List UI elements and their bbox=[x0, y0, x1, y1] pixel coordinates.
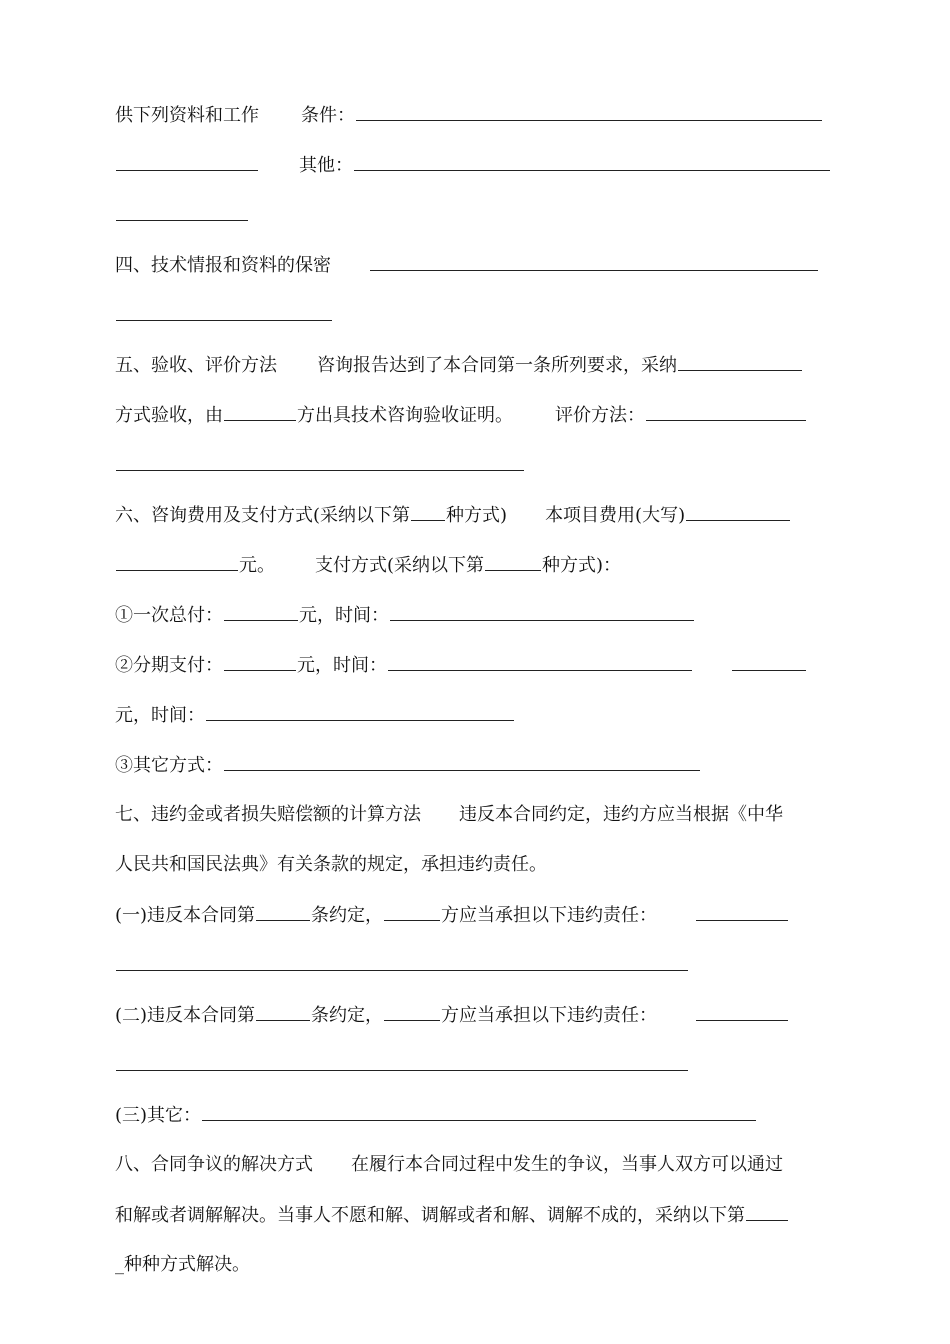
fill-blank[interactable] bbox=[116, 200, 248, 221]
text: 方出具技术咨询验收证明。 bbox=[297, 405, 513, 426]
fill-blank[interactable] bbox=[116, 450, 524, 471]
text: 条约定， bbox=[311, 1005, 384, 1026]
text: 五、验收、评价方法 bbox=[115, 355, 277, 376]
fill-blank[interactable] bbox=[256, 1000, 310, 1021]
text: 四、技术情报和资料的保密 bbox=[115, 255, 331, 276]
section-8-heading bbox=[115, 1150, 783, 1180]
section-4-heading bbox=[115, 250, 819, 280]
text: 评价方法： bbox=[555, 405, 645, 426]
text: ①一次总付： bbox=[115, 605, 223, 626]
line-blank bbox=[115, 1050, 689, 1080]
fill-blank[interactable] bbox=[384, 1000, 440, 1021]
fill-blank[interactable] bbox=[485, 550, 541, 571]
fill-blank[interactable] bbox=[370, 250, 818, 271]
text: ②分期支付： bbox=[115, 655, 223, 676]
fill-blank[interactable] bbox=[732, 650, 806, 671]
fill-blank[interactable] bbox=[116, 950, 688, 971]
text: _种种方式解决。 bbox=[115, 1254, 250, 1275]
fill-blank[interactable] bbox=[224, 600, 298, 621]
section-7-line-2 bbox=[115, 850, 547, 880]
fill-blank[interactable] bbox=[224, 400, 296, 421]
section-5-line-2 bbox=[115, 400, 807, 430]
section-8-line-2 bbox=[115, 1200, 789, 1230]
section-8-line-3 bbox=[115, 1250, 250, 1280]
fill-blank[interactable] bbox=[224, 650, 296, 671]
fill-blank[interactable] bbox=[116, 150, 258, 171]
text: 其他： bbox=[299, 155, 353, 176]
text: (二)违反本合同第 bbox=[115, 1005, 256, 1026]
fill-blank[interactable] bbox=[686, 500, 790, 521]
text: 八、合同争议的解决方式 bbox=[115, 1154, 313, 1175]
fill-blank[interactable] bbox=[390, 600, 694, 621]
line-blank bbox=[115, 200, 249, 230]
text: 本项目费用(大写) bbox=[545, 505, 686, 526]
fill-blank[interactable] bbox=[356, 100, 822, 121]
fill-blank[interactable] bbox=[116, 300, 332, 321]
fill-blank[interactable] bbox=[354, 150, 830, 171]
text: 条件： bbox=[301, 105, 355, 126]
fill-blank[interactable] bbox=[411, 500, 445, 521]
text: 在履行本合同过程中发生的争议，当事人双方可以通过 bbox=[351, 1154, 783, 1175]
breach-item-1 bbox=[115, 900, 789, 930]
fill-blank[interactable] bbox=[206, 700, 514, 721]
text: 种方式)： bbox=[542, 555, 622, 576]
fill-blank[interactable] bbox=[646, 400, 806, 421]
text: 违反本合同约定，违约方应当根据《中华 bbox=[459, 804, 783, 825]
fill-blank[interactable] bbox=[696, 900, 788, 921]
line-blank bbox=[115, 450, 525, 480]
text: 元，时间： bbox=[115, 705, 205, 726]
fill-blank[interactable] bbox=[116, 1050, 688, 1071]
fill-blank[interactable] bbox=[696, 1000, 788, 1021]
fill-blank[interactable] bbox=[116, 550, 238, 571]
section-6-line-2 bbox=[115, 550, 621, 580]
fill-blank[interactable] bbox=[256, 900, 310, 921]
breach-item-2 bbox=[115, 1000, 789, 1030]
text: 人民共和国民法典》有关条款的规定，承担违约责任。 bbox=[115, 854, 547, 875]
text: 供下列资料和工作 bbox=[115, 105, 259, 126]
line-materials-conditions bbox=[115, 100, 823, 130]
line-blank bbox=[115, 300, 333, 330]
payment-other bbox=[115, 750, 701, 780]
section-7-heading bbox=[115, 800, 783, 830]
text: 支付方式(采纳以下第 bbox=[315, 555, 485, 576]
text: 方应当承担以下违约责任： bbox=[441, 1005, 658, 1026]
text: 种方式) bbox=[446, 505, 508, 526]
fill-blank[interactable] bbox=[384, 900, 440, 921]
section-5-heading bbox=[115, 350, 803, 380]
text: 七、违约金或者损失赔偿额的计算方法 bbox=[115, 804, 421, 825]
text: 咨询报告达到了本合同第一条所列要求，采纳 bbox=[317, 355, 677, 376]
text: 元，时间： bbox=[299, 605, 389, 626]
text: 六、咨询费用及支付方式(采纳以下第 bbox=[115, 505, 411, 526]
text: 方应当承担以下违约责任： bbox=[441, 905, 658, 926]
payment-installments-line-2 bbox=[115, 700, 515, 730]
text: ③其它方式： bbox=[115, 755, 223, 776]
fill-blank[interactable] bbox=[388, 650, 692, 671]
text: 和解或者调解解决。当事人不愿和解、调解或者和解、调解不成的，采纳以下第 bbox=[115, 1205, 745, 1226]
fill-blank[interactable] bbox=[224, 750, 700, 771]
fill-blank[interactable] bbox=[202, 1100, 756, 1121]
text: 条约定， bbox=[311, 905, 384, 926]
section-6-heading bbox=[115, 500, 791, 530]
payment-lump-sum bbox=[115, 600, 695, 630]
payment-installments bbox=[115, 650, 807, 680]
fill-blank[interactable] bbox=[746, 1200, 788, 1221]
line-other bbox=[115, 150, 831, 180]
breach-item-3 bbox=[115, 1100, 757, 1130]
text: (三)其它： bbox=[115, 1105, 202, 1126]
line-blank bbox=[115, 950, 689, 980]
text: 元。 bbox=[239, 555, 275, 576]
fill-blank[interactable] bbox=[678, 350, 802, 371]
text: 方式验收，由 bbox=[115, 405, 223, 426]
text: (一)违反本合同第 bbox=[115, 905, 256, 926]
text: 元，时间： bbox=[297, 655, 387, 676]
